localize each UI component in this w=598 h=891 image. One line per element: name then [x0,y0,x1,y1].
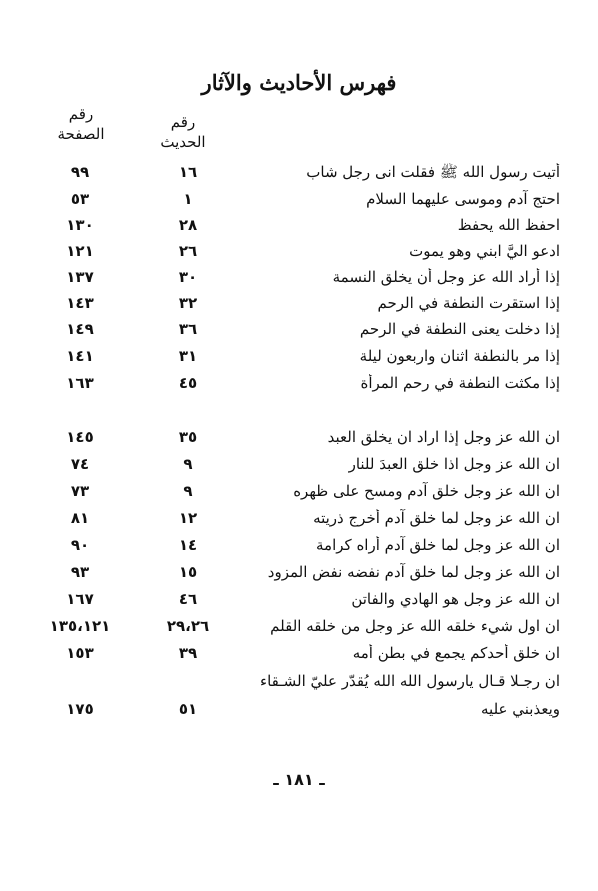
entry-hadith-number: ١٥ [178,563,198,581]
entry-text: ان الله عز وجل هو الهادي والفاتن [351,590,560,608]
entry-text: ان الله عز وجل لما خلق آدم أراه كرامة [316,536,560,554]
page-number: ـ ١٨١ ـ [273,770,325,789]
entry-hadith-number: ٣١ [178,347,198,365]
entry-text: ان رجـلا قـال يارسول الله الله يُقدّر عليّ الشـقاء [260,672,560,690]
entry-text: إذا مكثت النطفة في رحم المرأة [360,374,560,392]
index-entry [0,563,598,591]
entry-page-number: ١٤٩ [66,320,94,338]
entry-hadith-number: ٢٨ [178,216,198,234]
entry-hadith-number: ٣٥ [178,428,198,446]
index-entry [0,455,598,483]
index-entry [0,216,598,244]
entry-page-number: ١٦٣ [66,374,94,392]
entry-text: ان الله عز وجل لما خلق آدم نفضه نفض المزود [267,563,560,581]
entry-hadith-number: ٣٢ [178,294,198,312]
entry-hadith-number: ٩ [183,482,193,500]
entry-page-number: ١٣٥،١٢١ [49,617,111,635]
entry-page-number: ٩٩ [70,163,90,181]
entry-text: ان الله عز وجل لما خلق آدم أخرج ذريته [313,509,560,527]
entry-text: إذا أراد الله عز وجل أن يخلق النسمة [332,268,560,286]
entry-page-number: ٨١ [70,509,90,527]
entry-page-number: ٩٣ [70,563,90,581]
entry-text: ان خلق أحدكم يجمع في بطن أمه [352,644,560,662]
entry-page-number: ١٢١ [66,242,94,260]
index-entry [0,482,598,510]
entry-hadith-number: ٥١ [178,700,198,718]
index-entry [0,294,598,322]
entry-hadith-number: ٢٦ [178,242,198,260]
entry-hadith-number: ٣٩ [178,644,198,662]
entry-text: إذا استقرت النطفة في الرحم [377,294,560,312]
index-entry [0,242,598,270]
index-entry [0,536,598,564]
index-entry [0,590,598,618]
index-entry [0,644,598,672]
entry-hadith-number: ٣٠ [178,268,198,286]
entry-hadith-number: ٤٥ [178,374,198,392]
index-entry [0,190,598,218]
entry-text: أتيت رسول الله ﷺ فقلت انى رجل شاب [306,163,560,181]
entry-hadith-number: ١ [183,190,193,208]
entry-text: احفظ الله يحفظ [457,216,560,234]
index-entry [0,347,598,375]
entry-page-number: ١٣٠ [66,216,94,234]
entry-text: إذا مر بالنطفة اثنان واربعون ليلة [359,347,560,365]
entry-text: ان اول شيء خلقه الله عز وجل من خلقه القلم [270,617,560,635]
entry-hadith-number: ٢٩،٢٦ [166,617,210,635]
entry-text: احتج آدم وموسى عليهما السلام [366,190,560,208]
entry-text: ان الله عز وجل خلق آدم ومسح على ظهره [293,482,560,500]
entry-hadith-number: ١٦ [178,163,198,181]
index-entry [0,163,598,191]
entry-text: ويعذبني عليه [481,700,560,718]
index-entry [0,617,598,645]
entry-hadith-number: ١٤ [178,536,198,554]
entry-page-number: ٧٣ [70,482,90,500]
entry-page-number: ١٧٥ [66,700,94,718]
entry-page-number: ١٣٧ [66,268,94,286]
column-header-hadith-number: رقم الحديث [160,113,206,151]
index-entry [0,672,598,700]
entry-text: ان الله عز وجل إذا اراد ان يخلق العبد [327,428,560,446]
entry-hadith-number: ٩ [183,455,193,473]
index-entry [0,268,598,296]
column-header-page-number: رقم الصفحة [57,105,105,143]
entry-page-number: ١٤٣ [66,294,94,312]
entry-hadith-number: ٣٦ [178,320,198,338]
entry-page-number: ١٤١ [66,347,94,365]
entry-page-number: ٧٤ [70,455,90,473]
entry-page-number: ٩٠ [70,536,90,554]
entry-text: ادعو اليَّ ابني وهو يموت [409,242,560,260]
index-entry [0,320,598,348]
index-entry [0,700,598,728]
entry-page-number: ١٦٧ [66,590,94,608]
index-entry [0,509,598,537]
page-title: فهرس الأحاديث والآثار [201,70,397,95]
entry-page-number: ١٥٣ [66,644,94,662]
index-entry [0,374,598,402]
index-entry [0,428,598,456]
entry-hadith-number: ٤٦ [178,590,198,608]
entry-page-number: ١٤٥ [66,428,94,446]
entry-text: ان الله عز وجل اذا خلق العبدَ للنار [348,455,560,473]
entry-hadith-number: ١٢ [178,509,198,527]
entry-text: إذا دخلت يعنى النطفة في الرحم [359,320,560,338]
entry-page-number: ٥٣ [70,190,90,208]
